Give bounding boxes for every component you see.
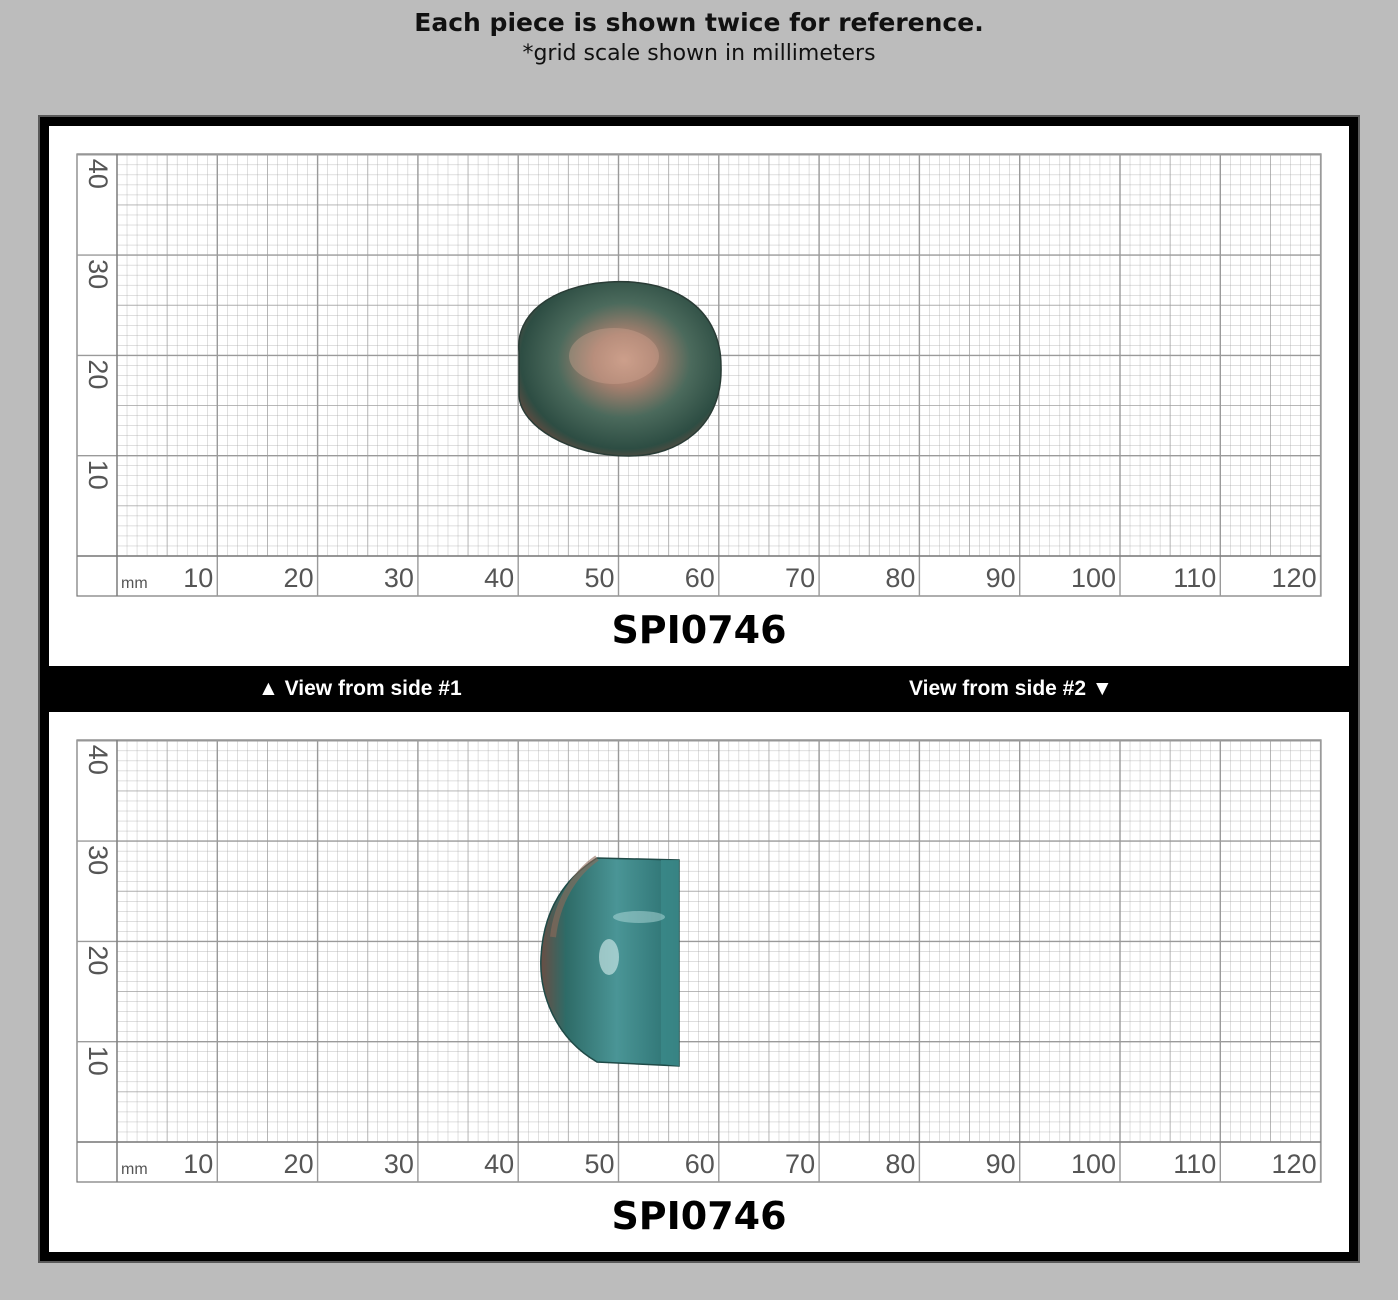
side-1-caption-text: View from side #1 bbox=[284, 677, 462, 700]
x-tick-label: 80 bbox=[885, 1149, 916, 1179]
y-tick-label: 30 bbox=[83, 259, 113, 290]
x-tick-label: 100 bbox=[1070, 563, 1116, 593]
side-2-caption-text: View from side #2 bbox=[909, 677, 1087, 700]
grid-paper-1 bbox=[49, 126, 1349, 666]
side-2-caption bbox=[909, 674, 1113, 704]
view-panel-side-2 bbox=[49, 712, 1349, 1252]
stone-side-view bbox=[541, 858, 679, 1066]
x-tick-label: 90 bbox=[985, 1149, 1016, 1179]
page-subtitle: *grid scale shown in millimeters bbox=[522, 41, 876, 66]
y-tick-label: 20 bbox=[83, 359, 113, 390]
x-tick-label: 60 bbox=[684, 1149, 715, 1179]
x-tick-label: 20 bbox=[283, 563, 314, 593]
x-tick-label: 30 bbox=[383, 1149, 414, 1179]
y-tick-label: 30 bbox=[83, 845, 113, 876]
x-tick-label: 60 bbox=[684, 563, 715, 593]
x-tick-label: 30 bbox=[383, 563, 414, 593]
sku-label: SPI0746 bbox=[611, 608, 787, 652]
x-tick-label: 80 bbox=[885, 563, 916, 593]
view-panel-side-1 bbox=[49, 126, 1349, 666]
sku-label: SPI0746 bbox=[611, 1194, 787, 1238]
x-tick-label: 110 bbox=[1173, 1149, 1217, 1179]
x-tick-label: 90 bbox=[985, 563, 1016, 593]
x-tick-label: 110 bbox=[1173, 563, 1217, 593]
y-tick-label: 10 bbox=[83, 459, 113, 490]
y-tick-label: 40 bbox=[83, 744, 113, 775]
y-tick-label: 40 bbox=[83, 158, 113, 189]
side-1-caption bbox=[258, 674, 462, 704]
stone-top-view bbox=[519, 282, 721, 456]
y-tick-label: 10 bbox=[83, 1045, 113, 1076]
x-tick-label: 70 bbox=[785, 563, 816, 593]
x-tick-label: 120 bbox=[1271, 563, 1317, 593]
x-tick-label: 50 bbox=[584, 1149, 615, 1179]
page-title: Each piece is shown twice for reference. bbox=[414, 8, 984, 37]
unit-label: mm bbox=[121, 575, 148, 592]
x-tick-label: 50 bbox=[584, 563, 615, 593]
x-tick-label: 120 bbox=[1271, 1149, 1317, 1179]
caret-up-icon: ▲ bbox=[258, 677, 279, 700]
x-tick-label: 40 bbox=[484, 1149, 515, 1179]
grid-paper-2 bbox=[49, 712, 1349, 1252]
x-tick-label: 40 bbox=[484, 563, 515, 593]
unit-label: mm bbox=[121, 1161, 148, 1178]
x-tick-label: 20 bbox=[283, 1149, 314, 1179]
x-tick-label: 10 bbox=[183, 1149, 214, 1179]
x-tick-label: 100 bbox=[1070, 1149, 1116, 1179]
x-tick-label: 70 bbox=[785, 1149, 816, 1179]
x-tick-label: 10 bbox=[183, 563, 214, 593]
caret-down-icon: ▼ bbox=[1091, 677, 1113, 700]
y-tick-label: 20 bbox=[83, 945, 113, 976]
page-header bbox=[0, 6, 1398, 68]
